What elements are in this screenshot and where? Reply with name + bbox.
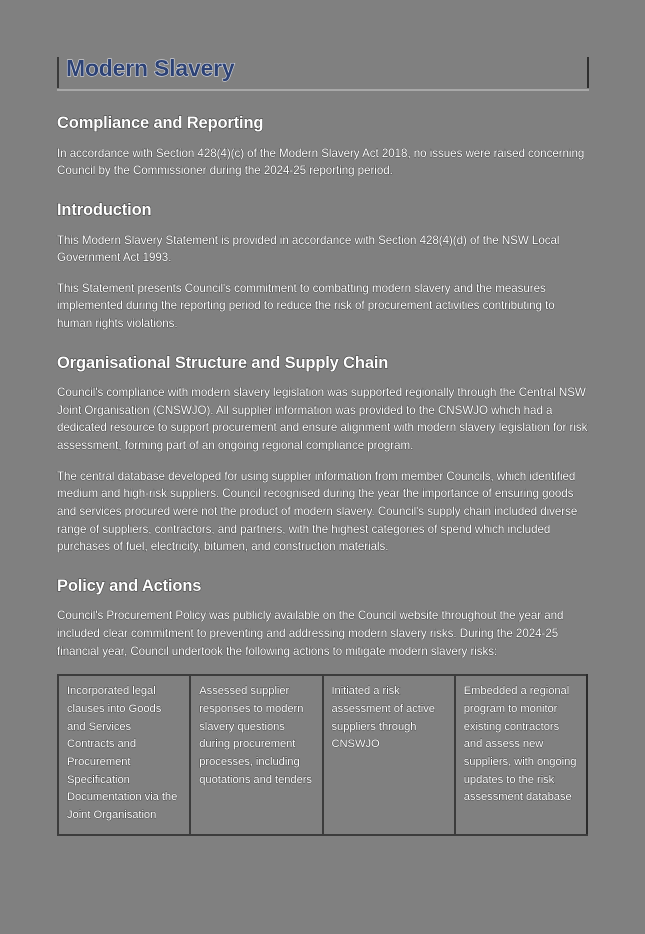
- paragraph-organisational-1: Council's compliance with modern slavery legislation was supported regionally through the Central NSW Joint Organisation (CNSWJO). All supplier information was provided to the CNSWJO which had a dedicated resource to support procurement and ensure alignment with modern slavery legislation for risk assessment, forming part of an ongoing regional compliance program.: [57, 386, 588, 453]
- table-cell-action-2: [190, 675, 322, 835]
- document-content: [57, 55, 588, 836]
- title-right-rule: [587, 57, 589, 88]
- title-bottom-rule: [57, 89, 589, 91]
- section-heading-compliance: Compliance and Reporting: [57, 114, 264, 133]
- paragraph-compliance-1: In accordance with Section 428(4)(c) of the Modern Slavery Act 2018, no issues were raised concerning Council by the Commissioner during the 2024-25 reporting period.: [57, 146, 585, 178]
- title-left-rule: [57, 57, 59, 88]
- section-heading-introduction: Introduction: [57, 200, 152, 219]
- section-heading-organisational-structure: Organisational Structure and Supply Chain: [57, 353, 389, 372]
- document-title-block: [57, 55, 588, 91]
- section-introduction: [57, 200, 588, 333]
- paragraph-organisational-2: The central database developed for using supplier information from member Councils, which identified medium and high-risk suppliers. Council recognised during the year the importance of ensuring goods and services procured were not the product of modern slavery. Council's supply chain included diverse range of suppliers, contractors, and partners, with the highest categories of spend which included purchases of fuel, electricity, bitumen, and construction materials.: [57, 469, 578, 554]
- paragraph-introduction-2: This Statement presents Council's commitment to combatting modern slavery and the measures implemented during the reporting period to reduce the risk of procurement activities contributing to human rights violations.: [57, 281, 555, 331]
- action-text-1: Incorporated legal clauses into Goods and Services Contracts and Procurement Specification Documentation via the Joint Organisation: [67, 685, 178, 822]
- table-cell-action-1: [58, 675, 190, 835]
- paragraph-policy-1: Council's Procurement Policy was publicly available on the Council website throughout the year and included clear commitment to preventing and addressing modern slavery risks. During the 2024-25 financial year, Council undertook the following actions to mitigate modern slavery risks:: [57, 609, 564, 658]
- table-cell-action-3: [323, 675, 455, 835]
- section-compliance-and-reporting: [57, 113, 588, 180]
- table-row: [58, 675, 587, 835]
- section-policy-and-actions: [57, 576, 588, 660]
- section-organisational-structure: [57, 353, 588, 556]
- page-title: Modern Slavery: [66, 55, 235, 81]
- action-text-2: Assessed supplier responses to modern slavery questions during procurement processes, including quotations and tenders: [199, 685, 312, 786]
- action-text-4: Embedded a regional program to monitor existing contractors and assess new suppliers, with ongoing updates to the risk assessment database: [463, 685, 577, 804]
- action-text-3: Initiated a risk assessment of active suppliers through CNSWJO: [331, 685, 435, 751]
- table-cell-action-4: [455, 675, 587, 835]
- actions-table: [57, 674, 588, 836]
- section-heading-policy-actions: Policy and Actions: [57, 576, 202, 595]
- paragraph-introduction-1: This Modern Slavery Statement is provided in accordance with Section 428(4)(d) of the NSW Local Government Act 1993.: [57, 233, 560, 265]
